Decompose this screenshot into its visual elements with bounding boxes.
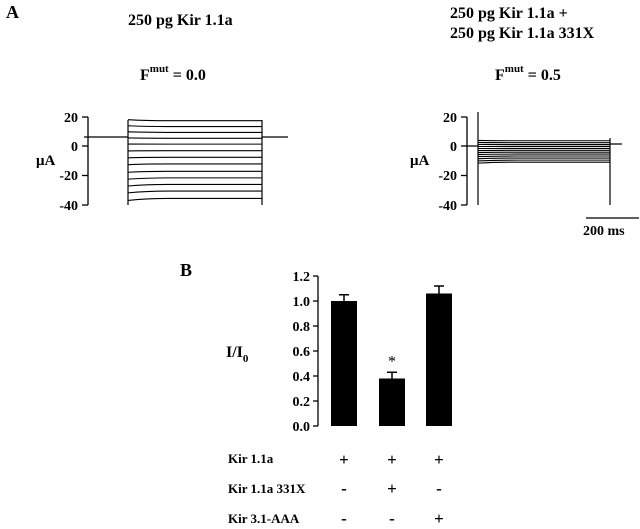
right-y-tick-label: -40: [438, 199, 457, 214]
y-tick-label: 1.2: [292, 270, 310, 285]
right-y-tick-label: 0: [450, 140, 457, 155]
right-fmut-value: = 0.5: [523, 67, 561, 84]
left-fmut-symbol: F: [140, 67, 150, 84]
table-cell: +: [387, 450, 397, 469]
table-cell: -: [341, 509, 347, 528]
table-cell: -: [389, 509, 395, 528]
y-tick-label: 0.4: [292, 370, 310, 385]
y-tick-label: 0.0: [292, 420, 310, 435]
current-trace: [128, 171, 262, 172]
table-cell: -: [436, 479, 442, 498]
current-trace: [128, 198, 262, 200]
current-trace: [478, 156, 610, 157]
current-trace: [128, 120, 262, 121]
right-y-tick-label: -20: [438, 169, 457, 184]
left-fmut-value: = 0.0: [168, 67, 206, 84]
bar-chart-y-ticks: [293, 270, 319, 435]
bar-chart-bars: [331, 286, 452, 426]
left-fmut-superscript: mut: [149, 63, 169, 75]
y-tick-label: 0.8: [292, 320, 310, 335]
bar: [379, 379, 405, 427]
current-trace: [128, 184, 262, 186]
current-trace: [128, 164, 262, 165]
right-fmut-superscript: mut: [504, 63, 524, 75]
bar: [331, 301, 357, 426]
right-y-tick-label: 20: [443, 111, 457, 126]
right-condition-title-line2: 250 pg Kir 1.1a 331X: [450, 25, 595, 42]
table-cell: +: [434, 509, 444, 528]
current-trace: [478, 160, 610, 161]
current-trace: [478, 162, 610, 163]
current-trace: [478, 158, 610, 159]
bar-chart-y-label: [226, 344, 249, 365]
left-condition-title: 250 pg Kir 1.1a: [128, 12, 233, 29]
table-cell: +: [434, 450, 444, 469]
row-label-kir-3-1-aaa: Kir 3.1-AAA: [228, 511, 300, 526]
right-fmut-symbol: F: [495, 67, 505, 84]
left-y-unit-label: μA: [36, 153, 56, 169]
current-trace: [128, 178, 262, 179]
panel-b-label: B: [180, 260, 193, 280]
bar: [426, 294, 452, 427]
bar-chart-y-label-main: I/I: [226, 344, 243, 361]
left-current-traces: [84, 120, 288, 205]
row-label-kir-1-1a: Kir 1.1a: [228, 451, 274, 466]
right-y-axis: [410, 111, 467, 214]
left-y-tick-label: -20: [59, 169, 78, 184]
left-y-tick-label: 20: [64, 111, 78, 126]
y-tick-label: 0.6: [292, 345, 310, 360]
current-trace: [128, 132, 262, 133]
panel-a-label: A: [6, 2, 19, 22]
right-y-unit-label: μA: [410, 153, 430, 169]
current-trace: [128, 126, 262, 127]
bar-chart-y-label-subscript: 0: [242, 353, 249, 365]
left-y-tick-label: -40: [59, 199, 78, 214]
row-label-kir-1-1a-331x: Kir 1.1a 331X: [228, 481, 306, 496]
left-fmut-label: [140, 63, 206, 84]
left-y-tick-label: 0: [71, 140, 78, 155]
right-current-traces: [467, 112, 622, 205]
condition-table: [228, 450, 444, 528]
left-y-axis: [36, 111, 88, 214]
table-cell: +: [339, 450, 349, 469]
table-cell: +: [387, 479, 397, 498]
right-condition-title-line1: 250 pg Kir 1.1a +: [450, 5, 568, 22]
y-tick-label: 1.0: [292, 295, 310, 310]
current-trace: [128, 191, 262, 193]
right-fmut-label: [495, 63, 561, 84]
time-scale-label: 200 ms: [583, 224, 625, 239]
significance-marker: *: [388, 353, 396, 371]
y-tick-label: 0.2: [292, 395, 310, 410]
table-cell: -: [341, 479, 347, 498]
